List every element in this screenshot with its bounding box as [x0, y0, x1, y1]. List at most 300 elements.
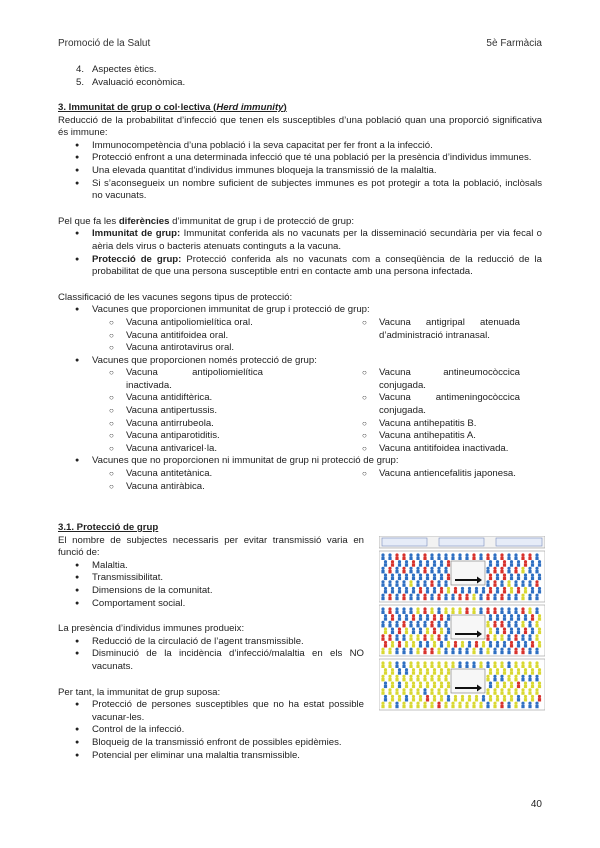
person-icon	[507, 648, 510, 655]
person-icon	[521, 607, 524, 614]
person-icon	[412, 628, 415, 635]
person-icon	[440, 668, 443, 675]
person-icon	[535, 675, 538, 682]
person-icon	[409, 702, 412, 709]
person-icon	[426, 682, 429, 689]
person-icon	[391, 628, 394, 635]
person-icon	[402, 594, 405, 601]
person-icon	[489, 668, 492, 675]
person-icon	[514, 634, 517, 641]
person-icon	[531, 628, 534, 635]
person-icon	[486, 594, 489, 601]
person-icon	[535, 688, 538, 695]
person-icon	[412, 587, 415, 594]
person-icon	[416, 661, 419, 668]
person-icon	[468, 641, 471, 648]
person-icon	[437, 594, 440, 601]
person-icon	[535, 648, 538, 655]
person-icon	[395, 553, 398, 560]
list-item: ● Protecció de persones susceptibles que no ha estat possible vacunar-les.	[75, 699, 364, 724]
person-icon	[514, 594, 517, 601]
person-icon	[528, 661, 531, 668]
person-icon	[531, 641, 534, 648]
group1-left	[109, 317, 362, 355]
person-icon	[440, 560, 443, 567]
person-icon	[402, 634, 405, 641]
person-icon	[437, 621, 440, 628]
person-icon	[482, 641, 485, 648]
person-icon	[465, 553, 468, 560]
person-icon	[409, 634, 412, 641]
person-icon	[402, 567, 405, 574]
person-icon	[528, 580, 531, 587]
person-icon	[503, 560, 506, 567]
person-icon	[444, 553, 447, 560]
list-item: ● Comportament social.	[75, 598, 364, 611]
person-icon	[486, 634, 489, 641]
person-icon	[430, 621, 433, 628]
group2-right	[362, 367, 520, 455]
list-item: ○ Vacuna antiparotiditis.	[109, 430, 362, 443]
person-icon	[388, 553, 391, 560]
person-icon	[433, 560, 436, 567]
person-icon	[381, 594, 384, 601]
person-icon	[398, 668, 401, 675]
person-icon	[517, 560, 520, 567]
person-icon	[447, 560, 450, 567]
person-icon	[430, 567, 433, 574]
person-icon	[416, 553, 419, 560]
person-icon	[388, 634, 391, 641]
person-icon	[479, 594, 482, 601]
person-icon	[437, 648, 440, 655]
person-icon	[440, 628, 443, 635]
person-icon	[405, 695, 408, 702]
person-icon	[500, 553, 503, 560]
person-icon	[510, 682, 513, 689]
person-icon	[517, 614, 520, 621]
person-icon	[423, 648, 426, 655]
person-icon	[503, 695, 506, 702]
person-icon	[398, 628, 401, 635]
person-icon	[521, 702, 524, 709]
person-icon	[444, 661, 447, 668]
person-icon	[409, 675, 412, 682]
herd-bullets	[75, 140, 542, 203]
person-icon	[451, 553, 454, 560]
legend-key-sick	[496, 538, 542, 546]
list-item: ● Dimensions de la comunitat.	[75, 585, 364, 598]
person-icon	[458, 553, 461, 560]
person-icon	[521, 553, 524, 560]
person-icon	[528, 553, 531, 560]
person-icon	[521, 661, 524, 668]
person-icon	[503, 668, 506, 675]
person-icon	[402, 580, 405, 587]
person-icon	[426, 628, 429, 635]
person-icon	[472, 661, 475, 668]
person-icon	[517, 668, 520, 675]
person-icon	[479, 553, 482, 560]
group1-right	[362, 317, 520, 355]
person-icon	[451, 607, 454, 614]
person-icon	[500, 688, 503, 695]
person-icon	[430, 594, 433, 601]
person-icon	[468, 695, 471, 702]
person-icon	[398, 574, 401, 581]
person-icon	[475, 641, 478, 648]
person-icon	[496, 668, 499, 675]
person-icon	[398, 641, 401, 648]
person-icon	[388, 567, 391, 574]
person-icon	[489, 682, 492, 689]
list-item: ○ Vacuna antitetànica.	[109, 468, 362, 481]
person-icon	[500, 567, 503, 574]
person-icon	[535, 594, 538, 601]
person-icon	[514, 648, 517, 655]
person-icon	[416, 621, 419, 628]
list-item: ● Immunocompetència d’una població i la seva capacitat per fer front a la infecció.	[75, 140, 542, 153]
person-icon	[412, 682, 415, 689]
list-item: ○ Vacuna antiràbica.	[109, 481, 362, 494]
person-icon	[447, 668, 450, 675]
legend-key-immune	[439, 538, 484, 546]
differences-intro: Pel que fa les diferències d’immunitat de grup i de protecció de grup:	[58, 215, 355, 227]
person-icon	[444, 594, 447, 601]
person-icon	[514, 702, 517, 709]
person-icon	[444, 567, 447, 574]
person-icon	[395, 702, 398, 709]
list-item: ○ Vacuna antivaricel·la.	[109, 443, 362, 456]
person-icon	[388, 661, 391, 668]
person-icon	[391, 668, 394, 675]
person-icon	[423, 607, 426, 614]
person-icon	[531, 574, 534, 581]
person-icon	[398, 614, 401, 621]
person-icon	[405, 668, 408, 675]
person-icon	[423, 634, 426, 641]
person-icon	[433, 668, 436, 675]
person-icon	[510, 560, 513, 567]
person-icon	[500, 580, 503, 587]
person-icon	[440, 641, 443, 648]
person-icon	[507, 688, 510, 695]
person-icon	[472, 607, 475, 614]
person-icon	[454, 641, 457, 648]
person-icon	[437, 702, 440, 709]
person-icon	[528, 648, 531, 655]
person-icon	[412, 574, 415, 581]
person-icon	[395, 688, 398, 695]
person-icon	[507, 580, 510, 587]
person-icon	[486, 567, 489, 574]
top-list	[76, 64, 185, 89]
person-icon	[524, 668, 527, 675]
person-icon	[479, 648, 482, 655]
person-icon	[395, 661, 398, 668]
person-icon	[430, 580, 433, 587]
person-icon	[402, 675, 405, 682]
person-icon	[419, 641, 422, 648]
person-icon	[535, 621, 538, 628]
person-icon	[444, 580, 447, 587]
person-icon	[514, 688, 517, 695]
person-icon	[384, 587, 387, 594]
list-item: ● Disminució de la incidència d’infecció/malaltia en els NO vacunats.	[75, 648, 364, 673]
person-icon	[433, 614, 436, 621]
person-icon	[538, 641, 541, 648]
person-icon	[479, 661, 482, 668]
classification-list	[75, 304, 542, 493]
person-icon	[528, 567, 531, 574]
person-icon	[433, 628, 436, 635]
person-icon	[402, 702, 405, 709]
person-icon	[416, 607, 419, 614]
person-icon	[472, 594, 475, 601]
person-icon	[388, 607, 391, 614]
person-icon	[384, 695, 387, 702]
person-icon	[447, 587, 450, 594]
person-icon	[402, 621, 405, 628]
person-icon	[423, 675, 426, 682]
person-icon	[391, 614, 394, 621]
legend-key-healthy	[382, 538, 427, 546]
person-icon	[430, 634, 433, 641]
person-icon	[398, 682, 401, 689]
person-icon	[419, 587, 422, 594]
person-icon	[391, 574, 394, 581]
herd-immunity-illustration	[379, 536, 545, 712]
person-icon	[437, 688, 440, 695]
person-icon	[440, 574, 443, 581]
person-icon	[423, 553, 426, 560]
person-icon	[503, 682, 506, 689]
section-title: 3. Immunitat de grup o col·lectiva (Herd immunity)	[58, 102, 287, 113]
person-icon	[423, 594, 426, 601]
section-intro: El nombre de subjectes necessaris per evitar transmissió varia en funció de:	[58, 534, 364, 559]
person-icon	[381, 688, 384, 695]
person-icon	[507, 675, 510, 682]
person-icon	[444, 675, 447, 682]
person-icon	[517, 628, 520, 635]
person-icon	[405, 641, 408, 648]
person-icon	[503, 587, 506, 594]
person-icon	[451, 661, 454, 668]
person-icon	[489, 574, 492, 581]
person-icon	[437, 607, 440, 614]
person-icon	[493, 607, 496, 614]
effects-list	[75, 636, 364, 674]
person-icon	[465, 648, 468, 655]
person-icon	[381, 607, 384, 614]
person-icon	[409, 580, 412, 587]
person-icon	[514, 607, 517, 614]
person-icon	[416, 580, 419, 587]
person-icon	[461, 641, 464, 648]
person-icon	[489, 614, 492, 621]
list-item: ● Una elevada quantitat d’individus immunes bloqueja la transmissió de la malaltia.	[75, 165, 542, 178]
person-icon	[426, 574, 429, 581]
person-icon	[517, 574, 520, 581]
person-icon	[496, 614, 499, 621]
person-icon	[521, 634, 524, 641]
person-icon	[479, 702, 482, 709]
person-icon	[416, 567, 419, 574]
person-icon	[451, 594, 454, 601]
person-icon	[493, 567, 496, 574]
person-icon	[493, 661, 496, 668]
person-icon	[510, 628, 513, 635]
person-icon	[384, 668, 387, 675]
person-icon	[419, 574, 422, 581]
person-icon	[405, 614, 408, 621]
person-icon	[423, 567, 426, 574]
person-icon	[524, 560, 527, 567]
section-3-1	[58, 522, 364, 762]
person-icon	[451, 702, 454, 709]
person-icon	[493, 648, 496, 655]
person-icon	[510, 587, 513, 594]
person-icon	[391, 695, 394, 702]
person-icon	[388, 675, 391, 682]
person-icon	[398, 587, 401, 594]
person-icon	[535, 553, 538, 560]
list-item: 4. Aspectes ètics.	[76, 64, 157, 75]
list-item: ● Potencial per eliminar una malaltia transmissible.	[75, 750, 364, 763]
person-icon	[430, 688, 433, 695]
person-icon	[500, 621, 503, 628]
person-icon	[510, 614, 513, 621]
person-icon	[510, 641, 513, 648]
person-icon	[381, 634, 384, 641]
person-icon	[458, 648, 461, 655]
person-icon	[423, 688, 426, 695]
person-icon	[496, 695, 499, 702]
person-icon	[430, 661, 433, 668]
person-icon	[412, 668, 415, 675]
list-item: ● Protecció de grup: Protecció conferida als no vacunats com a conseqüència de la reducció de la probabilitat de que una persona susceptible entri en contacte amb una persona infectada.	[75, 254, 542, 279]
person-icon	[409, 594, 412, 601]
person-icon	[395, 675, 398, 682]
person-icon	[454, 695, 457, 702]
person-icon	[514, 675, 517, 682]
person-icon	[524, 641, 527, 648]
person-icon	[388, 594, 391, 601]
person-icon	[493, 702, 496, 709]
person-icon	[444, 621, 447, 628]
person-icon	[482, 695, 485, 702]
person-icon	[416, 675, 419, 682]
person-icon	[423, 621, 426, 628]
person-icon	[395, 621, 398, 628]
person-icon	[514, 661, 517, 668]
person-icon	[486, 675, 489, 682]
person-icon	[419, 682, 422, 689]
person-icon	[447, 574, 450, 581]
person-icon	[489, 628, 492, 635]
outcomes-list	[75, 699, 364, 762]
section-3	[58, 102, 542, 493]
list-item: ● Bloqueig de la transmissió enfront de possibles epidèmies.	[75, 737, 364, 750]
person-icon	[524, 587, 527, 594]
person-icon	[535, 702, 538, 709]
group3-left	[109, 468, 362, 493]
person-icon	[384, 628, 387, 635]
person-icon	[430, 702, 433, 709]
person-icon	[500, 661, 503, 668]
person-icon	[409, 648, 412, 655]
person-icon	[531, 614, 534, 621]
person-icon	[381, 621, 384, 628]
person-icon	[510, 668, 513, 675]
list-item: ○ Vacuna antirotavirus oral.	[109, 342, 362, 355]
list-item: ● Protecció enfront a una determinada infecció que té una població per la presència d’individus immunes.	[75, 152, 542, 165]
person-icon	[402, 553, 405, 560]
person-icon	[531, 668, 534, 675]
person-icon	[507, 634, 510, 641]
person-icon	[535, 661, 538, 668]
person-icon	[514, 553, 517, 560]
person-icon	[430, 648, 433, 655]
person-icon	[517, 695, 520, 702]
list-item: ● Si s’aconsegueix un nombre suficient de subjectes immunes es pot protegir a tota la població, inclòsals no vacunats.	[75, 178, 542, 203]
person-icon	[391, 682, 394, 689]
person-icon	[496, 682, 499, 689]
person-icon	[472, 553, 475, 560]
person-icon	[384, 682, 387, 689]
person-icon	[524, 682, 527, 689]
person-icon	[524, 695, 527, 702]
person-icon	[409, 567, 412, 574]
person-icon	[538, 695, 541, 702]
person-icon	[402, 648, 405, 655]
person-icon	[409, 688, 412, 695]
person-icon	[465, 702, 468, 709]
person-icon	[486, 661, 489, 668]
person-icon	[440, 614, 443, 621]
person-icon	[440, 695, 443, 702]
person-icon	[447, 628, 450, 635]
person-icon	[395, 580, 398, 587]
person-icon	[409, 621, 412, 628]
person-icon	[458, 661, 461, 668]
person-icon	[524, 614, 527, 621]
person-icon	[388, 702, 391, 709]
person-icon	[507, 702, 510, 709]
person-icon	[426, 695, 429, 702]
person-icon	[433, 682, 436, 689]
person-icon	[430, 553, 433, 560]
person-icon	[419, 628, 422, 635]
person-icon	[465, 607, 468, 614]
person-icon	[444, 607, 447, 614]
presence-intro: La presència d’individus immunes produeix:	[58, 623, 245, 635]
person-icon	[405, 682, 408, 689]
list-item: ○ Vacuna antipertussis.	[109, 405, 362, 418]
person-icon	[535, 634, 538, 641]
person-icon	[507, 661, 510, 668]
person-icon	[493, 675, 496, 682]
list-item: ● Transmissibilitat.	[75, 572, 364, 585]
person-icon	[507, 594, 510, 601]
person-icon	[433, 695, 436, 702]
person-icon	[524, 574, 527, 581]
list-item: ○ Vacuna antitifoidea inactivada.	[362, 443, 520, 456]
person-icon	[531, 695, 534, 702]
person-icon	[535, 580, 538, 587]
person-icon	[437, 553, 440, 560]
person-icon	[521, 580, 524, 587]
